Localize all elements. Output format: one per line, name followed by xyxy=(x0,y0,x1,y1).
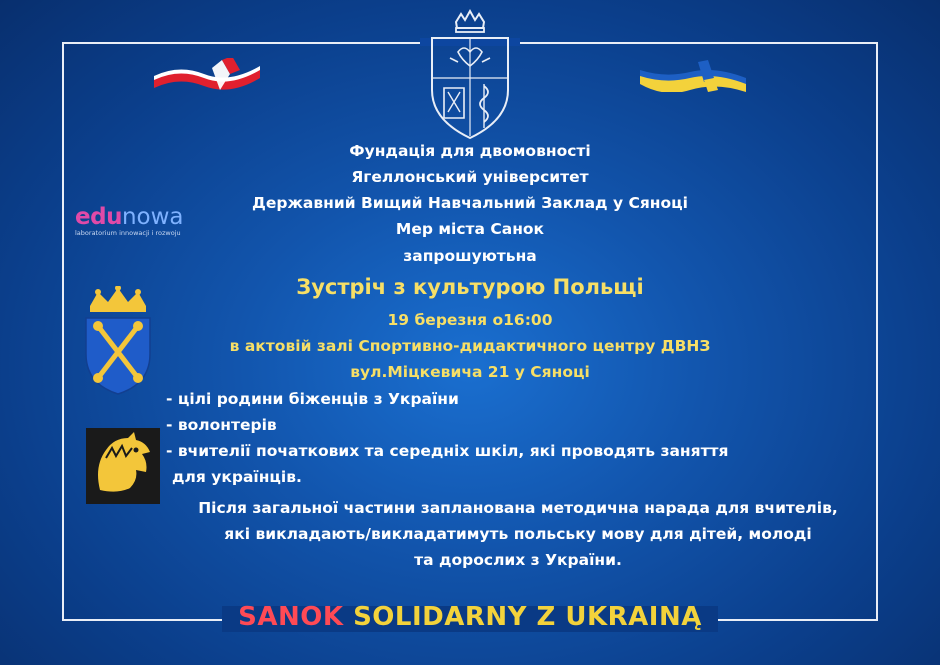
header-line-mayor: Мер міста Санок xyxy=(395,220,545,238)
header-line-invite: запрошуютьна xyxy=(403,247,537,265)
university-crest-icon xyxy=(428,8,512,140)
note-line: Після загальної частини запланована методична нарада для вчителів, xyxy=(198,499,838,517)
audience-item: - волонтерів xyxy=(166,416,277,434)
audience-item: - цілі родини біженців з України xyxy=(166,390,459,408)
audience-item: для українців. xyxy=(172,468,302,486)
note-line: які викладають/викладатимуть польську мову для дітей, молоді xyxy=(224,525,812,543)
note-line: та дорослих з України. xyxy=(414,551,622,569)
slogan-part1: SANOK xyxy=(238,602,354,632)
event-address: вул.Міцкевича 21 у Сяноці xyxy=(350,363,590,381)
poland-flag-icon xyxy=(152,58,262,92)
griffin-emblem-icon xyxy=(86,428,160,504)
header-line-foundation: Фундація для двомовності xyxy=(349,142,591,160)
slogan xyxy=(0,602,940,632)
event-title: Зустріч з культурою Польщі xyxy=(296,275,644,299)
audience-item: - вчителії початкових та середніх шкіл, які проводять заняття xyxy=(166,442,729,460)
ukraine-flag-icon xyxy=(638,58,748,92)
header-line-university: Ягеллонський університет xyxy=(351,168,589,186)
slogan-part2: SOLIDARNY Z UKRAINĄ xyxy=(353,602,702,632)
edu-logo-part1: edu xyxy=(75,204,122,230)
event-date: 19 березня о16:00 xyxy=(387,311,553,329)
event-venue: в актовій залі Спортивно-дидактичного центру ДВНЗ xyxy=(229,337,711,355)
edu-logo-subtitle: laboratorium innowacji i rozwoju xyxy=(75,229,181,237)
header-line-college: Державний Вищий Навчальний Заклад у Сяноці xyxy=(252,194,688,212)
edu-logo-part2: nowa xyxy=(121,204,184,230)
